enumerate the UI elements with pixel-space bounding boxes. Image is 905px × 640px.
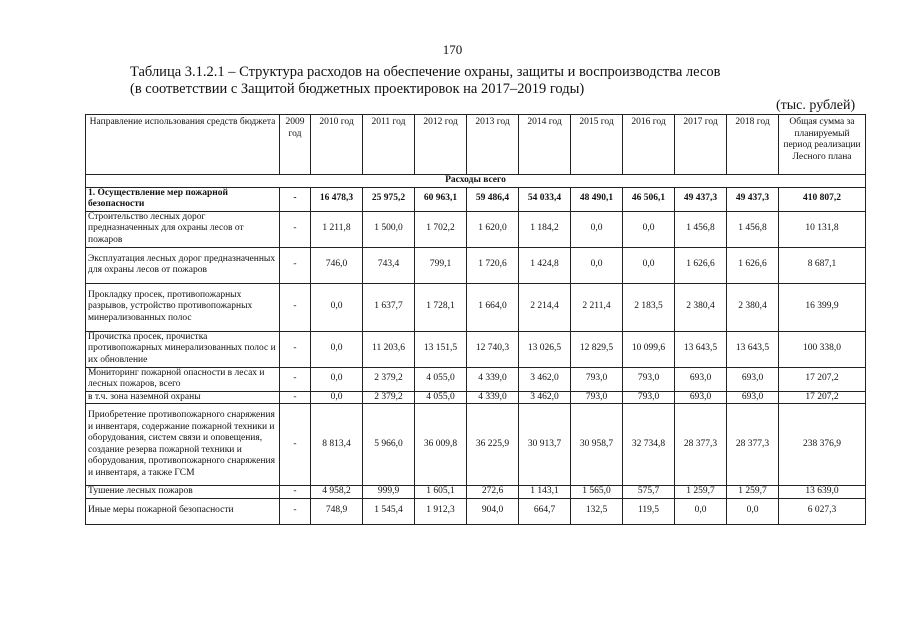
cell: 2 379,2 <box>363 367 415 391</box>
header-total: Общая сумма за планируемый период реализации Лесного плана <box>779 115 866 175</box>
cell: 28 377,3 <box>675 404 727 486</box>
cell: 693,0 <box>727 367 779 391</box>
cell: 4 055,0 <box>415 367 467 391</box>
cell: 693,0 <box>675 367 727 391</box>
cell: 8 813,4 <box>311 404 363 486</box>
cell: 0,0 <box>675 498 727 524</box>
cell: - <box>280 187 311 211</box>
header-year: 2012 год <box>415 115 467 175</box>
cell: - <box>280 498 311 524</box>
cell: 999,9 <box>363 486 415 499</box>
cell: 11 203,6 <box>363 331 415 367</box>
cell: 1 500,0 <box>363 211 415 247</box>
row-label: в т.ч. зона наземной охраны <box>86 391 280 404</box>
cell: 36 225,9 <box>467 404 519 486</box>
title-line-2: (в соответствии с Защитой бюджетных проектировок на 2017–2019 годы) <box>130 81 585 97</box>
cell: 2 380,4 <box>675 283 727 331</box>
cell: 743,4 <box>363 247 415 283</box>
cell: 8 687,1 <box>779 247 866 283</box>
cell: 0,0 <box>623 211 675 247</box>
cell: 4 958,2 <box>311 486 363 499</box>
cell: 32 734,8 <box>623 404 675 486</box>
cell: 48 490,1 <box>571 187 623 211</box>
cell: 4 339,0 <box>467 391 519 404</box>
cell: 12 829,5 <box>571 331 623 367</box>
cell: 0,0 <box>311 331 363 367</box>
section-label: Расходы всего <box>86 175 866 188</box>
cell: 2 214,4 <box>519 283 571 331</box>
header-direction: Направление использования средств бюджета <box>86 115 280 175</box>
expenses-table <box>85 114 866 525</box>
cell: 1 664,0 <box>467 283 519 331</box>
cell: 1 259,7 <box>675 486 727 499</box>
cell: 1 565,0 <box>571 486 623 499</box>
cell: 46 506,1 <box>623 187 675 211</box>
cell: 1 259,7 <box>727 486 779 499</box>
table-row <box>86 211 866 247</box>
cell: 1 424,8 <box>519 247 571 283</box>
header-row <box>86 115 866 175</box>
table-row <box>86 498 866 524</box>
cell: 0,0 <box>623 247 675 283</box>
cell: 1 620,0 <box>467 211 519 247</box>
section-row <box>86 175 866 188</box>
cell: 575,7 <box>623 486 675 499</box>
header-year: 2014 год <box>519 115 571 175</box>
cell: - <box>280 391 311 404</box>
cell: - <box>280 247 311 283</box>
cell: 119,5 <box>623 498 675 524</box>
cell: 2 183,5 <box>623 283 675 331</box>
cell: 13 151,5 <box>415 331 467 367</box>
cell: 1 605,1 <box>415 486 467 499</box>
cell: 100 338,0 <box>779 331 866 367</box>
table-row <box>86 404 866 486</box>
cell: 1 728,1 <box>415 283 467 331</box>
cell: 1 912,3 <box>415 498 467 524</box>
cell: 4 055,0 <box>415 391 467 404</box>
table-row <box>86 331 866 367</box>
cell: 1 720,6 <box>467 247 519 283</box>
row-label: Иные меры пожарной безопасности <box>86 498 280 524</box>
cell: 49 437,3 <box>675 187 727 211</box>
table-row <box>86 283 866 331</box>
cell: 59 486,4 <box>467 187 519 211</box>
row-label: Приобретение противопожарного снаряжения и инвентаря, содержание пожарной техники и оборудования, систем связи и оповещения, создание резерва пожарной техники и оборудования, противопожарного снаряжения и инвентаря, а также ГСМ <box>86 404 280 486</box>
cell: 799,1 <box>415 247 467 283</box>
cell: 60 963,1 <box>415 187 467 211</box>
cell: 12 740,3 <box>467 331 519 367</box>
cell: 272,6 <box>467 486 519 499</box>
cell: 793,0 <box>623 391 675 404</box>
cell: 793,0 <box>623 367 675 391</box>
cell: 793,0 <box>571 391 623 404</box>
cell: 1 211,8 <box>311 211 363 247</box>
table-row <box>86 187 866 211</box>
cell: 1 637,7 <box>363 283 415 331</box>
cell: 0,0 <box>311 283 363 331</box>
cell: 2 379,2 <box>363 391 415 404</box>
row-label: Строительство лесных дорог предназначенных для охраны лесов от пожаров <box>86 211 280 247</box>
cell: - <box>280 367 311 391</box>
cell: 746,0 <box>311 247 363 283</box>
cell: 30 913,7 <box>519 404 571 486</box>
cell: 1 143,1 <box>519 486 571 499</box>
cell: 49 437,3 <box>727 187 779 211</box>
cell: 13 643,5 <box>727 331 779 367</box>
cell: 25 975,2 <box>363 187 415 211</box>
cell: 0,0 <box>571 247 623 283</box>
cell: - <box>280 331 311 367</box>
cell: 1 626,6 <box>727 247 779 283</box>
row-label: Мониторинг пожарной опасности в лесах и лесных пожаров, всего <box>86 367 280 391</box>
cell: 693,0 <box>727 391 779 404</box>
cell: 28 377,3 <box>727 404 779 486</box>
cell: 1 702,2 <box>415 211 467 247</box>
header-year: 2009 год <box>280 115 311 175</box>
cell: 13 643,5 <box>675 331 727 367</box>
unit-label: (тыс. рублей) <box>776 98 856 113</box>
row-label: Эксплуатация лесных дорог предназначенных для охраны лесов от пожаров <box>86 247 280 283</box>
row-label: 1. Осуществление мер пожарной безопасности <box>86 187 280 211</box>
cell: 4 339,0 <box>467 367 519 391</box>
cell: 748,9 <box>311 498 363 524</box>
cell: 5 966,0 <box>363 404 415 486</box>
cell: 2 211,4 <box>571 283 623 331</box>
cell: 30 958,7 <box>571 404 623 486</box>
cell: 693,0 <box>675 391 727 404</box>
header-year: 2015 год <box>571 115 623 175</box>
cell: - <box>280 283 311 331</box>
page-number: 170 <box>442 42 463 57</box>
cell: 0,0 <box>571 211 623 247</box>
cell: 793,0 <box>571 367 623 391</box>
cell: 6 027,3 <box>779 498 866 524</box>
header-year: 2011 год <box>363 115 415 175</box>
cell: 16 478,3 <box>311 187 363 211</box>
row-label: Прокладку просек, противопожарных разрывов, устройство противопожарных минерализованных полос <box>86 283 280 331</box>
header-year: 2018 год <box>727 115 779 175</box>
cell: 0,0 <box>311 391 363 404</box>
row-label: Тушение лесных пожаров <box>86 486 280 499</box>
cell: 0,0 <box>727 498 779 524</box>
cell: 16 399,9 <box>779 283 866 331</box>
header-year: 2010 год <box>311 115 363 175</box>
cell: 664,7 <box>519 498 571 524</box>
header-year: 2013 год <box>467 115 519 175</box>
header-year: 2017 год <box>675 115 727 175</box>
table-row <box>86 391 866 404</box>
cell: 1 626,6 <box>675 247 727 283</box>
cell: 1 456,8 <box>675 211 727 247</box>
table-row <box>86 247 866 283</box>
cell: 904,0 <box>467 498 519 524</box>
cell: 10 131,8 <box>779 211 866 247</box>
cell: 132,5 <box>571 498 623 524</box>
cell: - <box>280 404 311 486</box>
table-row <box>86 486 866 499</box>
cell: 17 207,2 <box>779 367 866 391</box>
cell: 3 462,0 <box>519 391 571 404</box>
cell: 13 026,5 <box>519 331 571 367</box>
cell: 2 380,4 <box>727 283 779 331</box>
cell: 1 184,2 <box>519 211 571 247</box>
cell: 54 033,4 <box>519 187 571 211</box>
cell: 1 545,4 <box>363 498 415 524</box>
cell: 238 376,9 <box>779 404 866 486</box>
table-title <box>130 64 830 98</box>
cell: 10 099,6 <box>623 331 675 367</box>
title-line-1: Таблица 3.1.2.1 – Структура расходов на обеспечение охраны, защиты и воспроизводства лесов <box>130 64 721 80</box>
cell: - <box>280 211 311 247</box>
cell: 0,0 <box>311 367 363 391</box>
row-label: Прочистка просек, прочистка противопожарных минерализованных полос и их обновление <box>86 331 280 367</box>
cell: 13 639,0 <box>779 486 866 499</box>
cell: 1 456,8 <box>727 211 779 247</box>
cell: 410 807,2 <box>779 187 866 211</box>
cell: 36 009,8 <box>415 404 467 486</box>
table-row <box>86 367 866 391</box>
cell: - <box>280 486 311 499</box>
cell: 17 207,2 <box>779 391 866 404</box>
header-year: 2016 год <box>623 115 675 175</box>
cell: 3 462,0 <box>519 367 571 391</box>
